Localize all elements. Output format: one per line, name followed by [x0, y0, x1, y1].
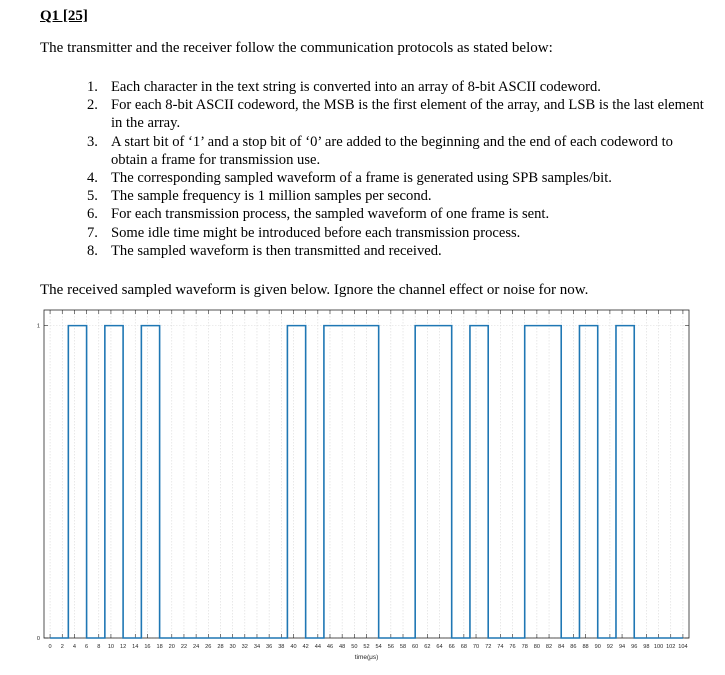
x-tick-label: 10: [107, 644, 115, 650]
x-tick-label: 60: [412, 644, 419, 650]
list-item: [82, 96, 712, 132]
x-tick-label: 6: [85, 644, 89, 650]
list-item: [82, 242, 712, 260]
list-number: 6.: [87, 206, 98, 223]
x-tick-label: 4: [72, 644, 76, 650]
list-item: [82, 169, 712, 187]
x-tick-label: 2: [60, 644, 64, 650]
list-text: The sampled waveform is then transmitted and received.: [111, 242, 442, 259]
list-text: A start bit of ‘1’ and a stop bit of ‘0’ are added to the beginning and the end of each codeword to obtain a frame for transmission use.: [111, 133, 673, 168]
x-tick-label: 34: [253, 644, 261, 650]
list-item: [82, 78, 712, 96]
question-heading: Q1 [25]: [40, 8, 88, 24]
list-text: The sample frequency is 1 million samples per second.: [111, 188, 432, 205]
list-number: 1.: [87, 79, 98, 95]
x-tick-label: 14: [132, 644, 139, 650]
intro-paragraph: The transmitter and the receiver follow the communication protocols as stated below:: [40, 40, 553, 56]
x-tick-label: 20: [168, 644, 175, 650]
x-tick-label: 68: [460, 644, 467, 650]
x-tick-label: 104: [678, 644, 688, 650]
x-tick-label: 80: [533, 644, 540, 650]
x-tick-label: 26: [205, 644, 212, 650]
x-tick-label: 102: [666, 644, 676, 650]
list-text: For each 8-bit ASCII codeword, the MSB is the first element of the array, and LSB is the last element in the array.: [111, 97, 704, 132]
x-tick-label: 32: [241, 644, 248, 650]
list-number: 3.: [87, 133, 98, 150]
x-tick-label: 24: [193, 644, 200, 650]
list-item: [82, 224, 712, 242]
x-tick-label: 8: [97, 644, 101, 650]
x-tick-label: 12: [119, 644, 127, 650]
list-number: 2.: [87, 97, 98, 114]
list-text: The corresponding sampled waveform of a frame is generated using SPB samples/bit.: [111, 170, 612, 187]
x-tick-label: 50: [351, 644, 358, 650]
waveform-chart: [0, 300, 725, 675]
list-number: 4.: [87, 170, 98, 187]
x-tick-label: 64: [436, 644, 443, 650]
x-tick-label: 74: [497, 644, 504, 650]
list-text: Each character in the text string is converted into an array of 8-bit ASCII codeword.: [111, 79, 601, 95]
list-number: 8.: [87, 242, 98, 259]
y-tick-label: 1: [36, 323, 40, 330]
x-tick-label: 86: [570, 644, 577, 650]
x-tick-label: 40: [290, 644, 297, 650]
x-tick-label: 82: [545, 644, 553, 650]
x-tick-label: 92: [606, 644, 614, 650]
x-tick-label: 46: [326, 644, 334, 650]
x-tick-label: 96: [631, 644, 638, 650]
x-tick-label: 54: [375, 644, 382, 650]
x-tick-label: 100: [653, 644, 664, 650]
x-tick-label: 66: [448, 644, 455, 650]
x-axis-label: time(μs): [354, 654, 379, 661]
x-tick-label: 56: [387, 644, 394, 650]
x-tick-label: 42: [302, 644, 309, 650]
x-tick-label: 38: [278, 644, 285, 650]
protocol-list: [82, 78, 712, 260]
x-tick-label: 22: [180, 644, 188, 650]
x-tick-label: 52: [363, 644, 370, 650]
list-number: 5.: [87, 188, 98, 205]
tick-labels: [37, 324, 688, 650]
x-tick-label: 72: [485, 644, 492, 650]
list-item: [82, 205, 712, 223]
x-tick-label: 78: [521, 644, 528, 650]
x-tick-label: 30: [229, 644, 236, 650]
x-tick-label: 36: [266, 644, 273, 650]
x-tick-label: 0: [48, 644, 52, 650]
list-text: Some idle time might be introduced before each transmission process.: [111, 224, 521, 241]
list-item: [82, 133, 712, 169]
list-number: 7.: [87, 224, 98, 241]
x-tick-label: 48: [339, 644, 346, 650]
x-tick-label: 44: [314, 644, 321, 650]
x-tick-label: 58: [399, 644, 407, 650]
x-tick-label: 84: [558, 644, 565, 650]
x-tick-label: 18: [156, 644, 163, 650]
outro-paragraph: The received sampled waveform is given below. Ignore the channel effect or noise for now.: [40, 282, 589, 298]
x-tick-label: 28: [217, 644, 224, 650]
x-tick-label: 90: [594, 644, 601, 650]
x-tick-label: 76: [509, 644, 516, 650]
list-text: For each transmission process, the sampled waveform of one frame is sent.: [111, 206, 550, 223]
list-item: [82, 187, 712, 205]
x-tick-label: 62: [424, 644, 431, 650]
y-tick-label: 0: [36, 636, 40, 642]
x-tick-label: 70: [472, 644, 480, 650]
x-tick-label: 16: [144, 644, 151, 650]
x-tick-label: 98: [643, 644, 650, 650]
x-tick-label: 94: [618, 644, 626, 650]
x-tick-label: 88: [582, 644, 589, 650]
